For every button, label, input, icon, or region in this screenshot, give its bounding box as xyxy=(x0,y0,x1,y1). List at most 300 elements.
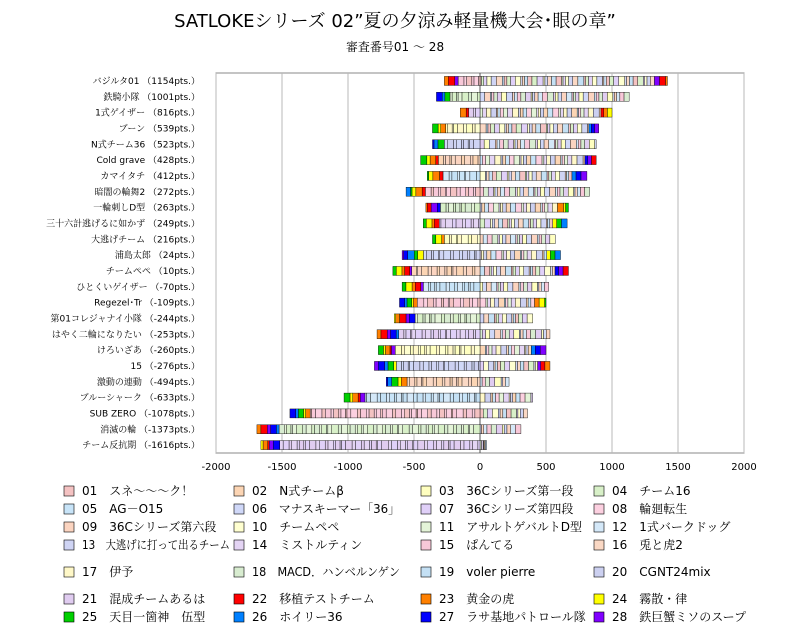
bar-segment xyxy=(629,76,633,85)
bar-segment xyxy=(430,346,436,355)
bar-segment xyxy=(424,441,427,450)
bar-segment xyxy=(496,425,502,434)
bar-segment xyxy=(320,425,322,434)
bar-segment xyxy=(589,124,591,133)
bar-segment xyxy=(480,377,482,386)
bar-segment xyxy=(508,298,511,307)
bar-segment xyxy=(527,203,531,212)
bar-segment xyxy=(613,92,614,101)
bar-segment xyxy=(619,76,625,85)
bar-segment xyxy=(485,171,486,180)
bar-segment xyxy=(427,171,429,180)
bar-segment xyxy=(466,171,470,180)
bar-segment xyxy=(522,76,524,85)
bar-segment xyxy=(516,393,520,402)
bar-segment xyxy=(434,441,437,450)
legend-item xyxy=(594,519,730,534)
bar-segment xyxy=(455,346,459,355)
legend-label: 13 大逃げに打って出るチーム xyxy=(82,538,254,552)
bar-segment xyxy=(473,441,478,450)
bar-segment xyxy=(333,441,335,450)
bar-segment xyxy=(498,108,500,117)
bar-segment xyxy=(436,235,442,244)
bar-segment xyxy=(445,346,448,355)
bar-segment xyxy=(489,140,495,149)
bar-segment xyxy=(386,409,392,418)
bar-segment xyxy=(647,76,650,85)
bar-segment xyxy=(485,203,489,212)
bar-segment xyxy=(439,219,441,228)
bar-segment xyxy=(364,441,369,450)
bar-segment xyxy=(470,393,475,402)
bar-segment xyxy=(506,203,510,212)
bar-segment xyxy=(411,187,412,196)
bar-segment xyxy=(530,266,532,275)
legend-item xyxy=(421,484,573,498)
bar-segment xyxy=(383,346,385,355)
bar-segment xyxy=(462,251,467,260)
bar-segment xyxy=(449,203,454,212)
bar-segment xyxy=(491,108,497,117)
bar-segment xyxy=(511,266,513,275)
legend-item xyxy=(234,502,400,516)
bar-segment xyxy=(532,282,538,291)
bar-segment xyxy=(312,409,316,418)
bar-segment xyxy=(547,171,549,180)
bar-segment xyxy=(403,425,409,434)
bar-segment xyxy=(494,92,497,101)
bar-segment xyxy=(505,377,509,386)
bar-segment xyxy=(485,441,486,450)
bar-segment xyxy=(503,330,506,339)
bar-segment xyxy=(332,425,338,434)
bar-segment xyxy=(577,124,582,133)
bar-segment xyxy=(396,314,400,323)
bar-segment xyxy=(559,108,561,117)
legend-label: 04 チーム16 xyxy=(612,484,691,498)
bar-segment xyxy=(512,171,516,180)
bar-segment xyxy=(532,124,536,133)
bar-segment xyxy=(328,425,332,434)
bar-segment xyxy=(482,377,485,386)
bar-segment xyxy=(528,298,531,307)
bar-segment xyxy=(440,282,446,291)
bar-segment xyxy=(468,235,471,244)
x-tick-labels xyxy=(201,462,756,473)
bar-segment xyxy=(565,171,566,180)
legend-label: 15 ぱんてる xyxy=(439,538,515,552)
bar-segment xyxy=(507,76,511,85)
bar-segment xyxy=(499,124,505,133)
legend-item xyxy=(594,565,711,579)
bar-segment xyxy=(490,330,495,339)
bar-segment xyxy=(455,282,458,291)
bar-segment xyxy=(430,282,434,291)
bar-segment xyxy=(528,76,532,85)
bar-segment xyxy=(400,314,406,323)
bar-segment xyxy=(544,282,548,291)
legend-swatch xyxy=(234,522,244,532)
bar-segment xyxy=(551,266,553,275)
bar-segment xyxy=(296,409,299,418)
bar-segment xyxy=(388,377,392,386)
bar-segment xyxy=(519,282,521,291)
bar-segment xyxy=(461,441,464,450)
bar-segment xyxy=(414,251,417,260)
bar-segment xyxy=(571,124,574,133)
bar-segment xyxy=(533,219,536,228)
bar-segment xyxy=(471,219,473,228)
bar-segment xyxy=(531,108,537,117)
bar-segment xyxy=(521,282,524,291)
bar-segment xyxy=(480,92,485,101)
bar-segment xyxy=(535,361,537,370)
bar-segment xyxy=(309,441,316,450)
bar-row xyxy=(393,266,569,275)
bar-segment xyxy=(464,298,470,307)
bar-segment xyxy=(471,235,477,244)
bar-segment xyxy=(488,361,493,370)
bar-segment xyxy=(432,219,434,228)
bar-segment xyxy=(535,92,538,101)
bar-segment xyxy=(497,140,500,149)
bar-segment xyxy=(549,140,555,149)
bar-segment xyxy=(527,251,531,260)
bar-segment xyxy=(394,361,397,370)
bar-row xyxy=(432,124,598,133)
bar-segment xyxy=(495,330,501,339)
bar-segment xyxy=(407,393,414,402)
bar-segment xyxy=(536,124,541,133)
bar-segment xyxy=(535,298,540,307)
bar-segment xyxy=(470,425,474,434)
bar-segment xyxy=(457,266,463,275)
bar-segment xyxy=(573,92,575,101)
bar-segment xyxy=(509,156,514,165)
bar-segment xyxy=(541,171,547,180)
bar-segment xyxy=(503,219,508,228)
bar-segment xyxy=(480,235,483,244)
bar-segment xyxy=(456,140,461,149)
legend-item xyxy=(421,519,582,534)
bar-segment xyxy=(440,203,446,212)
bar-segment xyxy=(476,330,480,339)
bar-segment xyxy=(468,251,470,260)
bar-segment xyxy=(547,251,551,260)
bar-segment xyxy=(505,187,510,196)
bar-segment xyxy=(355,441,361,450)
bar-segment xyxy=(550,187,556,196)
bar-segment xyxy=(418,266,422,275)
bar-segment xyxy=(515,171,520,180)
bar-segment xyxy=(390,330,396,339)
bar-segment xyxy=(315,425,320,434)
bar-segment xyxy=(520,393,525,402)
bar-segment xyxy=(475,124,480,133)
bar-segment xyxy=(334,409,339,418)
bar-segment xyxy=(523,235,527,244)
bar-segment xyxy=(595,124,599,133)
category-label: 消滅の輪 （-1373pts.） xyxy=(100,425,200,436)
category-label: 暗闇の輪舞2 （272pts.） xyxy=(94,187,200,198)
bar-segment xyxy=(434,140,438,149)
bar-segment xyxy=(468,187,473,196)
bar-segment xyxy=(522,251,524,260)
bar-segment xyxy=(505,361,510,370)
bar-segment xyxy=(392,409,395,418)
bar-segment xyxy=(496,251,502,260)
bar-segment xyxy=(393,266,396,275)
bar-segment xyxy=(464,282,468,291)
bar-segment xyxy=(513,108,519,117)
bar-segment xyxy=(426,425,428,434)
bar-segment xyxy=(557,219,562,228)
bar-segment xyxy=(431,203,437,212)
bar-segment xyxy=(431,393,433,402)
legend-swatch xyxy=(64,540,74,550)
bar-segment xyxy=(480,76,481,85)
bar-segment xyxy=(531,298,535,307)
bar-segment xyxy=(574,187,575,196)
bar-segment xyxy=(490,219,492,228)
bar-segment xyxy=(451,266,452,275)
bar-segment xyxy=(583,156,585,165)
bar-segment xyxy=(412,425,418,434)
bar-segment xyxy=(261,441,263,450)
bar-segment xyxy=(552,266,555,275)
bar-segment xyxy=(497,92,501,101)
legend-item xyxy=(64,484,193,498)
legend-item xyxy=(234,565,400,579)
bar-segment xyxy=(461,156,464,165)
bar-segment xyxy=(469,108,474,117)
bar-segment xyxy=(502,314,506,323)
bar-segment xyxy=(398,377,401,386)
bar-segment xyxy=(488,298,491,307)
bar-segment xyxy=(423,361,429,370)
bar-segment xyxy=(450,441,454,450)
bar-segment xyxy=(360,393,365,402)
bar-segment xyxy=(471,346,474,355)
bar-segment xyxy=(453,346,455,355)
bar-segment xyxy=(492,346,496,355)
bar-segment xyxy=(445,314,451,323)
bar-segment xyxy=(439,187,441,196)
bar-segment xyxy=(470,314,476,323)
bar-segment xyxy=(423,393,426,402)
bar-segment xyxy=(452,219,456,228)
bar-segment xyxy=(437,266,440,275)
bar-segment xyxy=(410,377,415,386)
bar-segment xyxy=(341,441,345,450)
bar-row xyxy=(257,425,521,434)
bar-segment xyxy=(566,203,569,212)
bar-segment xyxy=(403,393,407,402)
bar-segment xyxy=(468,393,470,402)
bar-segment xyxy=(371,393,378,402)
bar-segment xyxy=(509,346,512,355)
bar-segment xyxy=(638,76,644,85)
bar-segment xyxy=(517,187,520,196)
bar-segment xyxy=(577,187,580,196)
bar-segment xyxy=(441,124,446,133)
bar-segment xyxy=(316,441,319,450)
bar-segment xyxy=(401,393,403,402)
bar-segment xyxy=(474,282,480,291)
bar-segment xyxy=(539,298,545,307)
bar-segment xyxy=(475,108,480,117)
bar-segment xyxy=(536,266,540,275)
bar-segment xyxy=(515,76,521,85)
bar-segment xyxy=(473,187,475,196)
bar-segment xyxy=(385,425,390,434)
bar-segment xyxy=(339,409,341,418)
bar-row xyxy=(290,409,528,418)
bar-row xyxy=(402,251,560,260)
legend-swatch xyxy=(64,486,74,496)
bar-segment xyxy=(617,92,620,101)
x-tick-label: -1000 xyxy=(333,462,363,473)
bar-segment xyxy=(458,314,460,323)
bar-segment xyxy=(372,441,377,450)
bar-segment xyxy=(486,156,490,165)
bar-segment xyxy=(480,203,482,212)
bar-segment xyxy=(424,298,427,307)
bar-segment xyxy=(433,298,436,307)
bar-segment xyxy=(588,92,594,101)
bar-segment xyxy=(627,76,630,85)
bar-segment xyxy=(473,330,475,339)
bar-segment xyxy=(500,187,504,196)
bar-segment xyxy=(316,409,322,418)
bar-segment xyxy=(495,377,501,386)
bar-segment xyxy=(477,171,480,180)
bar-segment xyxy=(495,187,497,196)
bar-segment xyxy=(362,425,363,434)
bar-segment xyxy=(497,187,500,196)
bar-segment xyxy=(454,425,457,434)
bar-segment xyxy=(521,330,523,339)
bar-segment xyxy=(404,251,408,260)
bar-segment xyxy=(480,425,481,434)
bar-segment xyxy=(585,187,590,196)
bar-segment xyxy=(511,219,514,228)
bar-segment xyxy=(386,377,387,386)
bar-segment xyxy=(409,425,412,434)
bar-segment xyxy=(592,76,597,85)
bar-segment xyxy=(497,266,501,275)
bar-segment xyxy=(448,298,450,307)
bar-segment xyxy=(481,441,483,450)
bar-segment xyxy=(550,124,553,133)
bar-segment xyxy=(507,425,511,434)
legend-swatch xyxy=(234,540,244,550)
bar-segment xyxy=(541,203,542,212)
bar-segment xyxy=(511,409,516,418)
bar-segment xyxy=(434,187,439,196)
bar-segment xyxy=(444,235,449,244)
bar-segment xyxy=(487,346,489,355)
bar-segment xyxy=(425,346,426,355)
legend-label: 07 36Cシリーズ第四段 xyxy=(439,502,574,516)
bar-segment xyxy=(458,377,462,386)
bar-segment xyxy=(409,314,415,323)
legend-swatch xyxy=(594,567,604,577)
bar-segment xyxy=(500,108,503,117)
bar-segment xyxy=(503,409,507,418)
bar-segment xyxy=(537,108,538,117)
bar-segment xyxy=(438,140,444,149)
bar-segment xyxy=(453,314,458,323)
bar-segment xyxy=(480,361,484,370)
bar-segment xyxy=(306,425,312,434)
bar-segment xyxy=(553,124,557,133)
bar-segment xyxy=(432,361,437,370)
bar-segment xyxy=(550,219,553,228)
legend-swatch xyxy=(594,540,604,550)
bar-segment xyxy=(412,298,414,307)
bar-segment xyxy=(433,171,440,180)
bar-segment xyxy=(499,203,500,212)
category-label: チーム反抗期 （-1616pts.） xyxy=(82,441,200,452)
bar-segment xyxy=(494,361,495,370)
bar-segment xyxy=(468,92,471,101)
bar-segment xyxy=(446,124,448,133)
bar-segment xyxy=(482,156,485,165)
legend-label: 23 黄金の虎 xyxy=(439,592,515,606)
bar-segment xyxy=(561,108,564,117)
bar-segment xyxy=(263,441,268,450)
bar-segment xyxy=(510,203,515,212)
bar-segment xyxy=(440,266,445,275)
legend-item xyxy=(594,501,687,516)
legend-label: 19 voler pierre xyxy=(439,565,536,579)
bar-segment xyxy=(501,377,503,386)
category-label: 1式ゲイザー （816pts.） xyxy=(95,108,200,119)
category-label: N式チーム36 （523pts.） xyxy=(90,140,200,151)
bar-segment xyxy=(459,393,462,402)
bar-segment xyxy=(437,203,440,212)
bar-segment xyxy=(473,156,478,165)
bar-segment xyxy=(504,393,509,402)
legend-item xyxy=(234,538,362,552)
bar-segment xyxy=(500,140,504,149)
bar-segment xyxy=(456,219,462,228)
bar-segment xyxy=(526,92,532,101)
bar-segment xyxy=(353,393,358,402)
bar-segment xyxy=(545,187,550,196)
bar-segment xyxy=(436,346,439,355)
bar-segment xyxy=(491,124,495,133)
bar-segment xyxy=(455,361,458,370)
bar-segment xyxy=(545,361,550,370)
bar-segment xyxy=(445,409,447,418)
bar-segment xyxy=(404,409,409,418)
bar-segment xyxy=(581,171,587,180)
bar-segment xyxy=(465,156,471,165)
bar-segment xyxy=(448,76,454,85)
legend-item xyxy=(64,565,133,579)
bar-segment xyxy=(492,92,494,101)
bar-segment xyxy=(420,346,424,355)
bar-segment xyxy=(426,251,431,260)
bar-segment xyxy=(545,266,551,275)
bar-segment xyxy=(577,156,583,165)
bar-segment xyxy=(544,251,547,260)
bar-segment xyxy=(428,441,434,450)
bar-segment xyxy=(581,108,584,117)
bar-segment xyxy=(462,92,468,101)
